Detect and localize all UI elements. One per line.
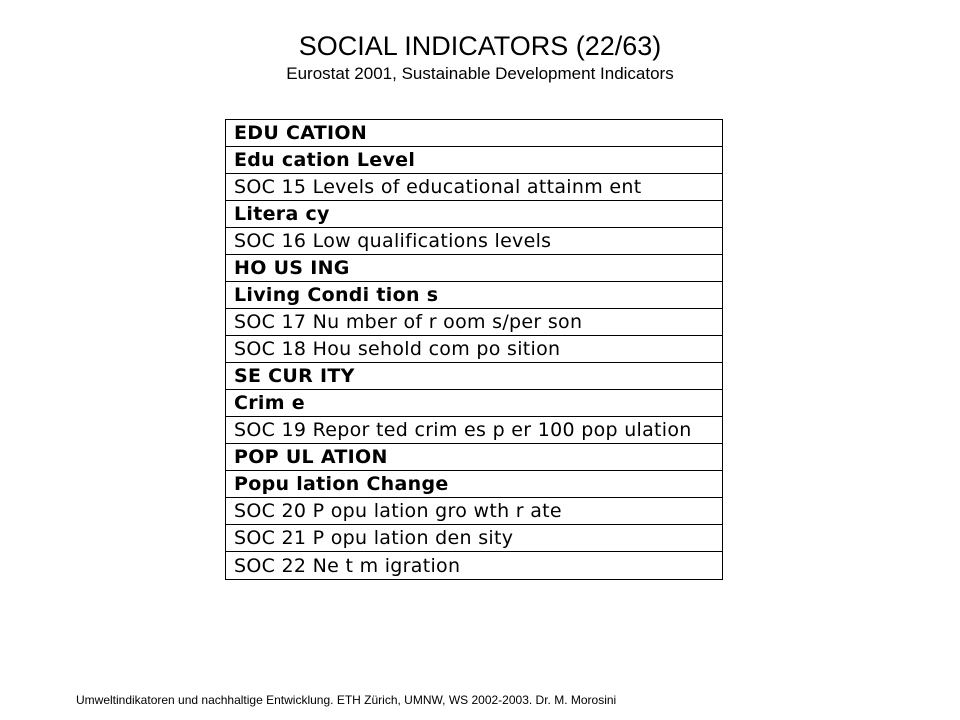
table-row: SOC 18 Hou sehold com po sition: [226, 336, 722, 363]
table-heading-row: Crim e: [226, 390, 722, 417]
table-row: SOC 22 Ne t m igration: [234, 554, 461, 577]
table-heading-row: Popu lation Change: [226, 471, 722, 498]
page-title: SOCIAL INDICATORS (22/63): [298, 31, 662, 61]
table-heading-row: HO US ING: [226, 255, 722, 282]
page-subtitle: Eurostat 2001, Sustainable Development Indicators: [286, 64, 674, 83]
table-row: SOC 15 Levels of educational attainm ent: [226, 174, 722, 201]
table-heading-row: Edu cation Level: [226, 147, 722, 174]
table-heading-row: Litera cy: [226, 201, 722, 228]
table-heading-row: SE CUR ITY: [226, 363, 722, 390]
table-row: SOC 17 Nu mber of r oom s/per son: [226, 309, 722, 336]
footer-citation: Umweltindikatoren und nachhaltige Entwicklung. ETH Zürich, UMNW, WS 2002-2003. Dr. M. Morosini: [76, 693, 617, 707]
table-row: SOC 19 Repor ted crim es p er 100 pop ulation: [226, 417, 722, 444]
table-heading-row: EDU CATION: [226, 120, 722, 147]
table-row: SOC 21 P opu lation den sity: [226, 525, 722, 552]
table-heading-row: POP UL ATION: [226, 444, 722, 471]
table-row: SOC 20 P opu lation gro wth r ate: [226, 498, 722, 525]
table-row: SOC 16 Low qualifications levels: [226, 228, 722, 255]
table-heading-row: Living Condi tion s: [226, 282, 722, 309]
indicator-table: [225, 119, 723, 580]
